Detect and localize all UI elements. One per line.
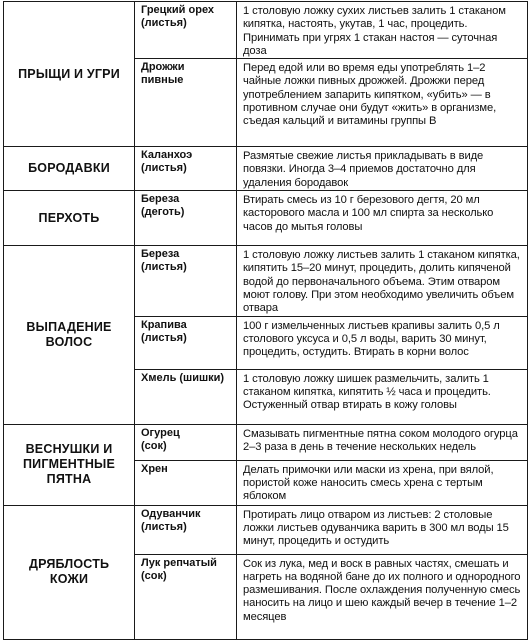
plant-cell [135, 316, 237, 369]
remedy-text: Перед едой или во время еды употреблять 1–2 чайные ложки пивных дрожжей. Дрожжи перед употреблением запарить кипятком, «убить» — в противном случае они будут «жить» в организме, съедая кальций и витамины группы В [237, 59, 528, 147]
condition-label: ДРЯБЛОСТЬ КОЖИ [29, 557, 110, 587]
condition-cell [4, 505, 135, 639]
plant-part: (листья) [141, 17, 187, 29]
plant-name: Дрожжи пивные [141, 61, 185, 87]
plant-cell [135, 2, 237, 59]
remedy-text: 1 столовую ложку сухих листьев залить 1 стаканом кипятка, настоять, укутав, 1 час, процедить. Принимать при угрях 1 стакан настоя — суточная доза [237, 2, 528, 59]
condition-cell: БОРОДАВКИ [4, 147, 135, 191]
remedy-text: Размятые свежие листья прикладывать в виде повязки. Иногда 3–4 приемов достаточно для удаления бородавок [237, 147, 528, 191]
remedy-text: Делать примочки или маски из хрена, при вялой, пористой коже наносить смесь хрена с тертым яблоком [237, 460, 528, 505]
plant-part: (сок) [141, 569, 167, 582]
condition-cell: ПЕРХОТЬ [4, 191, 135, 246]
plant-name: Огурец [141, 426, 180, 439]
plant-part: (листья) [141, 331, 187, 344]
plant-cell [135, 369, 237, 424]
plant-cell [135, 59, 237, 147]
plant-cell [135, 147, 237, 191]
plant-name: Крапива [141, 318, 187, 331]
plant-name: Береза [141, 193, 180, 206]
plant-name: Лук репчатый [141, 556, 217, 569]
condition-cell: ПРЫЩИ И УГРИ [4, 2, 135, 147]
table-row [4, 2, 528, 59]
condition-cell [4, 246, 135, 424]
remedy-text: 100 г измельченных листьев крапивы залить 0,5 л столового уксуса и 0,5 л воды, варить 30 минут, процедить, остудить. Втирать в корни волос [237, 316, 528, 369]
remedy-text: 1 столовую ложку шишек размельчить, залить 1 стаканом кипятка, кипятить ½ часа и процедить. Остуженный отвар втирать в кожу головы [237, 369, 528, 424]
condition-label: ВЫПАДЕНИЕ ВОЛОС [26, 319, 112, 349]
plant-name: Хрен [141, 462, 168, 475]
plant-cell [135, 246, 237, 316]
plant-cell [135, 505, 237, 554]
remedy-text: Протирать лицо отваром из листьев: 2 столовые ложки листьев одуванчика варить в 300 мл воды 15 минут, процедить и остудить [237, 505, 528, 554]
condition-cell [4, 424, 135, 505]
remedy-text: Втирать смесь из 10 г березового дегтя, 20 мл касторового масла и 100 мл спирта за несколько часов до мытья головы [237, 191, 528, 246]
condition-label: ВЕСНУШКИ И ПИГМЕНТНЫЕ ПЯТНА [22, 442, 116, 487]
plant-name: Грецкий орех [141, 4, 215, 16]
remedy-text: 1 столовую ложку листьев залить 1 стаканом кипятка, кипятить 15–20 минут, процедить, долить кипяченой водой до первоначального объема. Этим отваром моют голову. При этом необходимо увеличить объем отвара [237, 246, 528, 316]
plant-part: (деготь) [141, 206, 185, 219]
plant-cell [135, 460, 237, 505]
table-row [4, 424, 528, 460]
plant-name: Хмель (шишки) [141, 371, 225, 384]
plant-name: Каланхоэ [141, 149, 193, 162]
table-row [4, 246, 528, 316]
table-row [4, 147, 528, 191]
plant-cell [135, 191, 237, 246]
plant-part: (листья) [141, 261, 187, 274]
plant-part: (сок) [141, 439, 167, 452]
table-row [4, 191, 528, 246]
plant-part: (листья) [141, 162, 187, 175]
plant-cell [135, 554, 237, 639]
plant-name: Одуванчик [141, 507, 201, 520]
plant-name: Береза [141, 248, 180, 261]
table-row [4, 505, 528, 554]
remedy-text: Сок из лука, мед и воск в равных частях, смешать и нагреть на водяной бане до их полного и однородного размешивания. После охлаждения полученную смесь наносить на лицо и шею каждый вечер в течение 1–2 месяцев [237, 554, 528, 639]
plant-part: (листья) [141, 520, 187, 533]
remedy-text: Смазывать пигментные пятна соком молодого огурца 2–3 раза в день в течение нескольких недель [237, 424, 528, 460]
remedies-table [3, 1, 528, 640]
plant-cell [135, 424, 237, 460]
